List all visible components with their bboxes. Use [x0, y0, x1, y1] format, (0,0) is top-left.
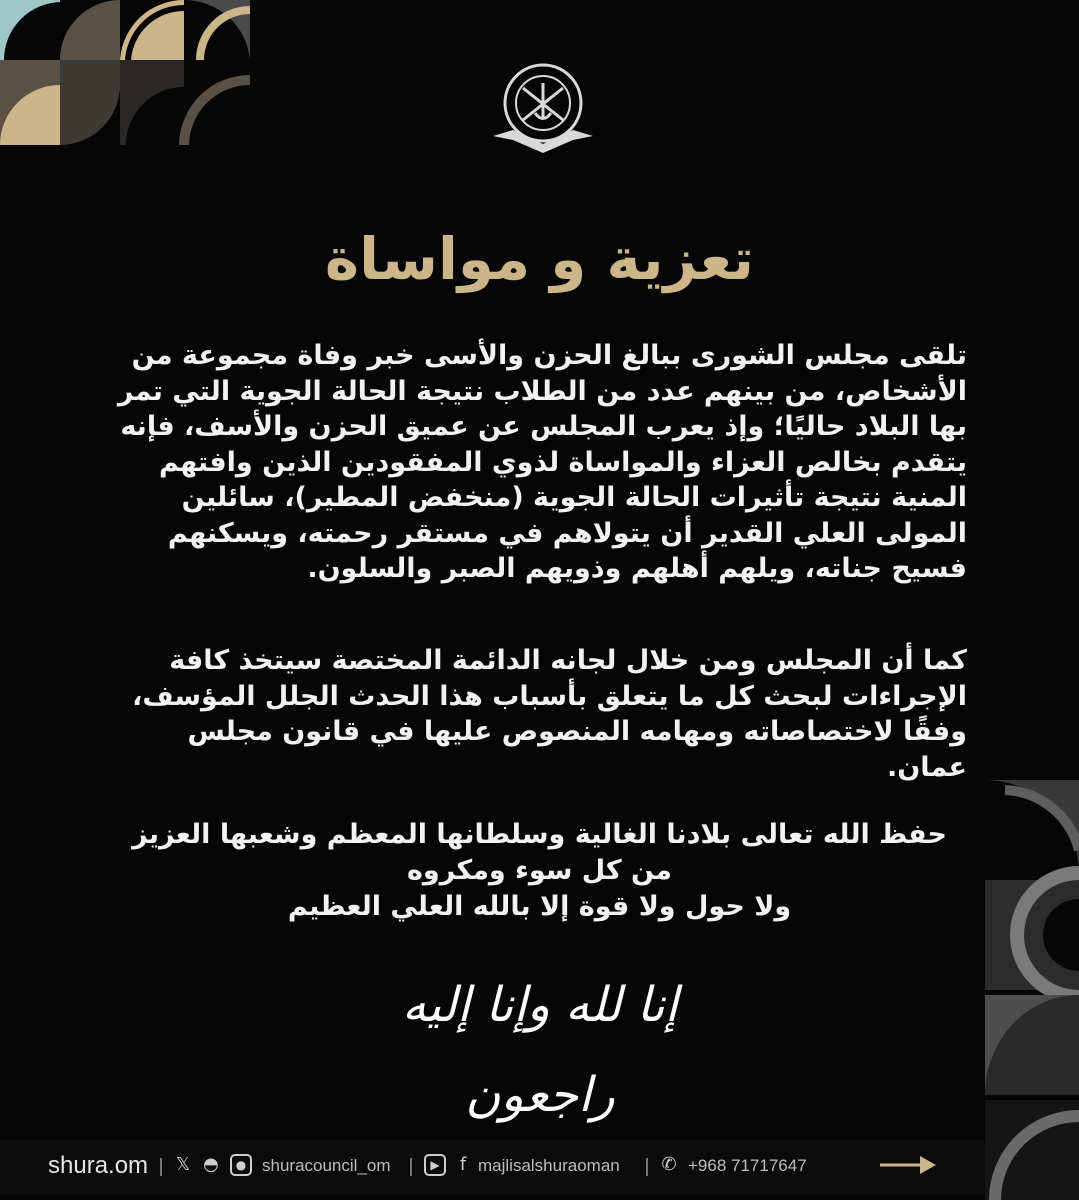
social-handle-shuracouncil[interactable]: shuracouncil_om — [262, 1156, 391, 1175]
social-handle-majlisalshura[interactable]: majlisalshuraoman — [478, 1156, 620, 1175]
shura-council-emblem — [488, 58, 598, 158]
closing-prayer — [0, 817, 1079, 925]
calligraphy-inscription: إنا لله وإنا إليه راجعون — [401, 977, 679, 1123]
closing-line-1: حفظ الله تعالى بلادنا الغالية وسلطانها المعظم وشعبها العزيز — [132, 819, 947, 850]
top-left-pattern — [0, 0, 260, 145]
closing-line-2: من كل سوء ومكروه — [406, 855, 673, 886]
condolence-paragraph: تلقى مجلس الشورى ببالغ الحزن والأسى خبر وفاة مجموعة من الأشخاص، من بينهم عدد من الطلاب نتيجة الحالة الجوية التي تمر بها البلاد حاليًا؛ وإذ يعرب المجلس عن عميق الحزن والأسف، فإنه يتقدم بخالص العزاء والمواساة لذوي المفقودين الذين وافتهم المنية نتيجة تأثيرات الحالة الجوية (منخفض المطير)، سائلين المولى العلي القدير أن يتولاهم في مستقر رحمته، ويسكنهم فسيح جناته، ويلهم أهلهم وذويهم الصبر والسلون. — [117, 340, 967, 584]
footer-arrow-icon — [880, 1150, 940, 1180]
footer-divider — [646, 1158, 648, 1176]
youtube-icon[interactable]: ▶ — [424, 1154, 446, 1176]
whatsapp-icon[interactable]: ✆ — [661, 1154, 677, 1175]
facebook-icon[interactable]: f — [459, 1154, 467, 1175]
snapchat-icon[interactable]: ◓ — [203, 1154, 219, 1175]
footer-divider — [160, 1158, 162, 1176]
phone-number[interactable]: +968 71717647 — [688, 1156, 807, 1175]
footer-divider — [410, 1158, 412, 1176]
closing-line-3: ولا حول ولا قوة إلا بالله العلي العظيم — [287, 891, 792, 922]
actions-paragraph: كما أن المجلس ومن خلال لجانه الدائمة المختصة سيتخذ كافة الإجراءات لبحث كل ما يتعلق بأسباب هذا الحدث الجلل المؤسف، وفقًا لاختصاصاته ومهامه المنصوص عليها في قانون مجلس عمان. — [132, 645, 967, 783]
website-link[interactable]: shura.om — [48, 1152, 149, 1179]
instagram-icon[interactable]: ● — [230, 1154, 252, 1176]
x-icon[interactable]: 𝕏 — [175, 1154, 191, 1175]
page-title: تعزية و مواساة — [324, 225, 755, 293]
